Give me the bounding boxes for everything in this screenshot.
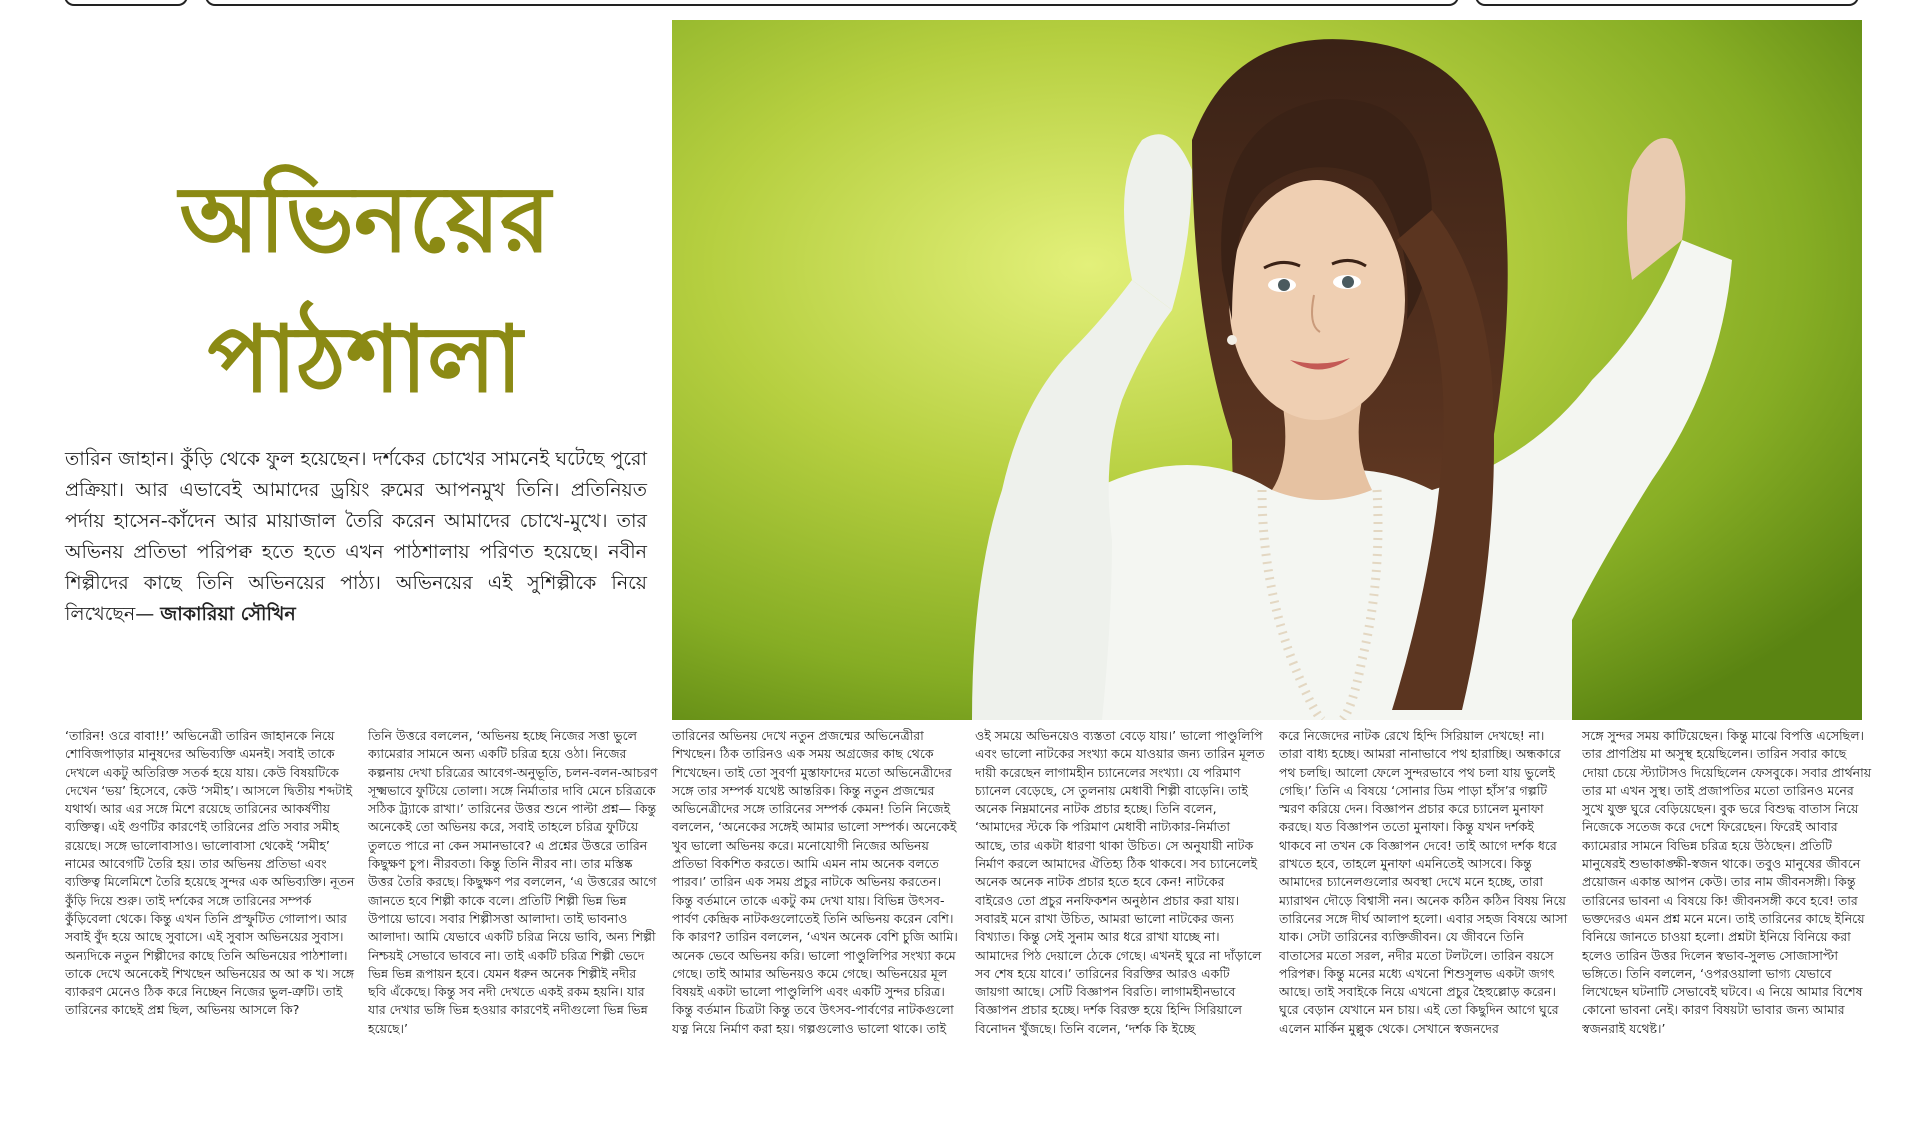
- column-3-text: তারিনের অভিনয় দেখে নতুন প্রজন্মের অভিনেত্রীরা শিখছেন। ঠিক তারিনও এক সময় অগ্রজের কাছ থেকে শিখেছেন। তাই তো সুবর্ণা মুস্তাফাদের মতো অভিনেত্রীদের সঙ্গে তার সম্পর্ক যথেষ্ট আন্তরিক। কিন্তু নতুন প্রজন্মের অভিনেত্রীদের সঙ্গে তারিনের সম্পর্ক কেমন! তিনি নিজেই বললেন, ‘অনেকের সঙ্গেই আমার ভালো সম্পর্ক। অনেকেই খুব ভালো অভিনয় করে। মনোযোগী নিজের অভিনয় প্রতিভা বিকশিত করতে। আমি এমন নাম অনেক বলতে পারব।’ তারিন এক সময় প্রচুর নাটকে অভিনয় করতেন। কিন্তু বর্তমানে তাকে একটু কম দেখা যায়। বিভিন্ন উৎসব-পার্বণ কেন্দ্রিক নাটকগুলোতেই তিনি অভিনয় করেন বেশি। কি কারণ? তারিন বললেন, ‘এখন অনেক বেশি চুজি আমি। অনেক ভেবে অভিনয় করি। ভালো পাণ্ডুলিপির সংখ্যা কমে গেছে। তাই আমার অভিনয়ও কমে গেছে। অভিনয়ের মূল বিষয়ই একটা ভালো পাণ্ডুলিপি এবং একটি সুন্দর চরিত্র। কিন্তু বর্তমান চিত্রটা কিন্তু তবে উৎসব-পার্বণের নাটকগুলো যত্ন নিয়ে নির্মাণ করা হয়। গল্পগুলোও ভালো থাকে। তাই: [672, 728, 958, 1036]
- portrait-photo: [672, 20, 1862, 720]
- portrait-illustration: [672, 20, 1862, 720]
- article-columns: [65, 727, 1872, 1142]
- article-column-1: [65, 727, 355, 1142]
- top-rule-right: [1475, 0, 1859, 6]
- top-border-rule: [0, 0, 1908, 6]
- lead-paragraph: [65, 444, 647, 630]
- article-column-4: [975, 727, 1265, 1142]
- headline-line-1: অভিনয়ের: [179, 166, 551, 273]
- article-column-6: [1582, 727, 1872, 1142]
- article-column-5: [1279, 727, 1569, 1142]
- headline: [135, 150, 595, 430]
- headline-line-2: পাঠশালা: [207, 306, 523, 413]
- lead-text: তারিন জাহান। কুঁড়ি থেকে ফুল হয়েছেন। দর্শকের চোখের সামনেই ঘটেছে পুরো প্রক্রিয়া। আর এভাবেই আমাদের ড্রয়িং রুমের আপনমুখ তিনি। প্রতিনিয়ত পর্দায় হাসেন-কাঁদেন আর মায়াজাল তৈরি করেন আমাদের চোখে-মুখে। তার অভিনয় প্রতিভা পরিপক্ব হতে হতে এখন পাঠশালায় পরিণত হয়েছে। নবীন শিল্পীদের কাছে তিনি অভিনয়ের পাঠ্য। অভিনয়ের এই সুশিল্পীকে নিয়ে লিখেছেন—: [65, 448, 647, 625]
- top-rule-middle: [205, 0, 1459, 6]
- column-2-text: তিনি উত্তরে বললেন, ‘অভিনয় হচ্ছে নিজের সত্তা ভুলে ক্যামেরার সামনে অন্য একটি চরিত্র হয়ে ওঠা। নিজের কল্পনায় দেখা চরিত্রের আবেগ-অনুভূতি, চলন-বলন-আচরণ সূক্ষ্মভাবে ফুটিয়ে তোলা। সঙ্গে নির্মাতার দাবি মেনে চরিত্রকে সঠিক ট্র্যাকে রাখা।’ তারিনের উত্তর শুনে পাল্টা প্রশ্ন— কিন্তু অনেকেই তো অভিনয় করে, সবাই তাহলে চরিত্র ফুটিয়ে তুলতে পারে না কেন সমানভাবে? এ প্রশ্নের উত্তরে তারিন কিছুক্ষণ চুপ। নীরবতা। কিন্তু তিনি নীরব না। তার মস্তিষ্ক উত্তর তৈরি করছে। কিছুক্ষণ পর বললেন, ‘এ উত্তরের আগে জানতে হবে শিল্পী কাকে বলে। প্রতিটি শিল্পী ভিন্ন ভিন্ন উপায়ে ভাবে। সবার শিল্পীসত্তা আলাদা। তাই ভাবনাও আলাদা। আমি যেভাবে একটি চরিত্র নিয়ে ভাবি, অন্য শিল্পী নিশ্চয়ই সেভাবে ভাববে না। তাই একটি চরিত্র শিল্পী ভেদে ভিন্ন ভিন্ন রূপায়ন হবে। যেমন ধরুন অনেক শিল্পীই নদীর ছবি এঁকেছে। কিন্তু সব নদী দেখতে একই রকম হয়নি। যার যার দেখার ভঙ্গি ভিন্ন হওয়ার কারণেই নদীগুলো ভিন্ন ভিন্ন হয়েছে।’: [368, 728, 658, 1036]
- column-1-text: ‘তারিন! ওরে বাবা!!’ অভিনেত্রী তারিন জাহানকে নিয়ে শোবিজপাড়ার মানুষদের অভিব্যক্তি এমনই। সবাই তাকে দেখলে একটু অতিরিক্ত সতর্ক হয়ে যায়। কেউ বিষয়টিকে দেখেন ‘ভয়’ হিসেবে, কেউ ‘সমীহ’। আসলে দ্বিতীয় শব্দটাই যথার্থ। আর এর সঙ্গে মিশে রয়েছে তারিনের আকর্ষণীয় ব্যক্তিত্ব। এই গুণটির কারণেই তারিনের প্রতি সবার সমীহ রয়েছে। সঙ্গে ভালোবাসাও। ভালোবাসা থেকেই ‘সমীহ’ নামের আবেগটি তৈরি হয়। তার অভিনয় প্রতিভা এবং ব্যক্তিত্ব মিলেমিশে তৈরি হয়েছে সুন্দর এক অভিব্যক্তি। নূতন কুঁড়ি দিয়ে শুরু। তাই দর্শকের সঙ্গে তারিনের সম্পর্ক কুঁড়িবেলা থেকে। কিন্তু এখন তিনি প্রস্ফুটিত গোলাপ। আর সবাই বুঁদ হয়ে আছে সুবাসে। এই সুবাস অভিনয়ের সুবাস। অন্যদিকে নতুন শিল্পীদের কাছে তিনি অভিনয়ের পাঠশালা। তাকে দেখে অনেকেই শিখছেন অভিনয়ের অ আ ক খ। সঙ্গে ব্যাকরণ মেনেও ঠিক করে নিচ্ছেন নিজের ভুল-ত্রুটি। তাই তারিনের কাছেই প্রশ্ন ছিল, অভিনয় আসলে কি?: [65, 728, 355, 1018]
- top-rule-left: [64, 0, 188, 6]
- article-column-2: [368, 727, 658, 1142]
- column-5-text: করে নিজেদের নাটক রেখে হিন্দি সিরিয়াল দেখছে! না। তারা বাধ্য হচ্ছে। আমরা নানাভাবে পথ হারাচ্ছি। অন্ধকারে পথ চলছি। আলো ফেলে সুন্দরভাবে পথ চলা যায় ভুলেই গেছি।’ তিনি এ বিষয়ে ‘সোনার ডিম পাড়া হাঁস’র গল্পটি স্মরণ করিয়ে দেন। বিজ্ঞাপন প্রচার করে চ্যানেল মুনাফা করছে। যত বিজ্ঞাপন ততো মুনাফা। কিন্তু যখন দর্শকই থাকবে না তখন কে বিজ্ঞাপন দেবে! তাই আগে দর্শক ধরে রাখতে হবে, তাহলে মুনাফা এমনিতেই আসবে। কিন্তু আমাদের চ্যানেলগুলোর অবস্থা দেখে মনে হচ্ছে, তারা ম্যারাথন দৌড়ে বিশ্বাসী নন। অনেক কঠিন কঠিন বিষয় নিয়ে তারিনের সঙ্গে দীর্ঘ আলাপ হলো। এবার সহজ বিষয়ে আসা যাক। সেটা তারিনের ব্যক্তিজীবন। যে জীবনে তিনি বাতাসের মতো সরল, নদীর মতো টলটলে। তারিন বয়সে পরিপক্ব। কিন্তু মনের মধ্যে এখনো শিশুসুলভ একটা জগৎ আছে। তাই সবাইকে নিয়ে এখনো প্রচুর হৈহুল্লোড় করেন। ঘুরে বেড়ান যেখানে মন চায়। এই তো কিছুদিন আগে ঘুরে এলেন মার্কিন মুল্লুক থেকে। সেখানে স্বজনদের: [1279, 728, 1568, 1036]
- article-column-3: [672, 727, 962, 1142]
- author-byline: জাকারিয়া সৌখিন: [160, 603, 296, 625]
- column-4-text: ওই সময়ে অভিনয়েও ব্যস্ততা বেড়ে যায়।’ ভালো পাণ্ডুলিপি এবং ভালো নাটকের সংখ্যা কমে যাওয়ার জন্য তারিন মূলত দায়ী করেছেন লাগামহীন চ্যানেলের সংখ্যা। যে পরিমাণ চ্যানেল বেড়েছে, সে তুলনায় মেধাবী শিল্পী বাড়েনি। তাই অনেক নিম্নমানের নাটক প্রচার হচ্ছে। তিনি বলেন, ‘আমাদের স্টকে কি পরিমাণ মেধাবী নাট্যকার-নির্মাতা আছে, তার একটা ধারণা থাকা উচিত। সে অনুযায়ী নাটক নির্মাণ করলে আমাদের ঐতিহ্য ঠিক থাকবে। সব চ্যানেলেই অনেক অনেক নাটক প্রচার হতে হবে কেন! নাটকের বাইরেও তো প্রচুর ননফিকশন অনুষ্ঠান প্রচার করা যায়। সবারই মনে রাখা উচিত, আমরা ভালো নাটকের জন্য বিখ্যাত। কিন্তু সেই সুনাম আর ধরে রাখা যাচ্ছে না। আমাদের পিঠ দেয়ালে ঠেকে গেছে। এখনই ঘুরে না দাঁড়ালে সব শেষ হয়ে যাবে।’ তারিনের বিরক্তির আরও একটি জায়গা আছে। সেটি বিজ্ঞাপন বিরতি। লাগামহীনভাবে বিজ্ঞাপন প্রচার হচ্ছে। দর্শক বিরক্ত হয়ে হিন্দি সিরিয়ালে বিনোদন খুঁজছে। তিনি বলেন, ‘দর্শক কি ইচ্ছে: [975, 728, 1265, 1036]
- column-6-text: সঙ্গে সুন্দর সময় কাটিয়েছেন। কিন্তু মাঝে বিপত্তি এসেছিল। তার প্রাণপ্রিয় মা অসুস্থ হয়েছিলেন। তারিন সবার কাছে দোয়া চেয়ে স্ট্যাটাসও দিয়েছিলেন ফেসবুকে। সবার প্রার্থনায় তার মা এখন সুস্থ। তাই প্রজাপতির মতো তারিনও মনের সুখে যুক্ত ঘুরে বেড়িয়েছেন। বুক ভরে বিশুদ্ধ বাতাস নিয়ে নিজেকে সতেজ করে দেশে ফিরেছেন। ফিরেই আবার ক্যামেরার সামনে বিভিন্ন চরিত্র হয়ে উঠছেন। প্রতিটি মানুষেরই শুভাকাঙ্ক্ষী-স্বজন থাকে। তবুও মানুষের জীবনে প্রয়োজন একান্ত আপন কেউ। তার নাম জীবনসঙ্গী। কিন্তু তারিনের ভাবনা এ বিষয়ে কি! জীবনসঙ্গী কবে হবে! তার ভক্তদেরও এমন প্রশ্ন মনে মনে। তাই তারিনের কাছে ইনিয়ে বিনিয়ে জানতে চাওয়া হলো। প্রশ্নটা ইনিয়ে বিনিয়ে করা হলেও তারিন উত্তর দিলেন স্বভাব-সুলভ সোজাসাপ্টা ভঙ্গিতে। তিনি বললেন, ‘ওপরওয়ালা ভাগ্য যেভাবে লিখেছেন ঘটনাটি সেভাবেই ঘটবে। এ নিয়ে আমার বিশেষ কোনো ভাবনা নেই। কারণ বিষয়টা ভাবার জন্য আমার স্বজনরাই যথেষ্ট।’: [1582, 728, 1872, 1036]
